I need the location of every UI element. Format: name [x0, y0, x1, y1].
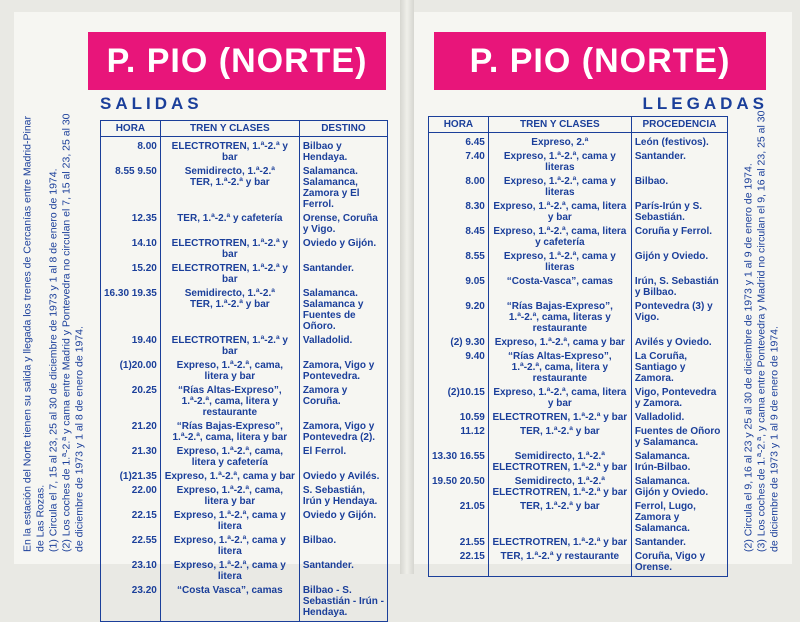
time-cell: 19.40	[101, 335, 161, 360]
train-cell: Semidirecto, 1.ª-2.ª ELECTROTREN, 1.ª-2.ª y bar	[488, 476, 631, 501]
place-cell: Santander.	[631, 537, 727, 551]
time-cell: 9.40	[429, 351, 489, 387]
table-row	[429, 387, 728, 412]
train-cell: Expreso, 1.ª-2.ª, cama y bar	[488, 337, 631, 351]
time-cell: 20.25	[101, 385, 161, 421]
table-row	[101, 335, 388, 360]
place-cell: Bilbao.	[299, 535, 387, 560]
place-cell: Oviedo y Gijón.	[299, 238, 387, 263]
table-row	[429, 412, 728, 426]
table-row	[101, 288, 388, 335]
table-row	[429, 276, 728, 301]
place-cell: El Ferrol.	[299, 446, 387, 471]
train-cell: “Rías Altas-Expreso”, 1.ª-2.ª, cama, litera y restaurante	[160, 385, 299, 421]
table-row	[101, 510, 388, 535]
place-cell: Zamora, Vigo y Pontevedra.	[299, 360, 387, 385]
table-row	[101, 213, 388, 238]
table-row	[101, 166, 388, 213]
departures-rows	[101, 137, 388, 622]
place-cell: Pontevedra (3) y Vigo.	[631, 301, 727, 337]
time-cell: 13.30 16.55	[429, 451, 489, 476]
time-cell: 8.55 9.50	[101, 166, 161, 213]
section-title-arrivals: LLEGADAS	[642, 94, 768, 113]
table-row	[429, 426, 728, 451]
place-cell: Santander.	[631, 151, 727, 176]
table-row	[429, 176, 728, 201]
train-cell: TER, 1.ª-2.ª y bar	[488, 501, 631, 537]
table-row	[429, 226, 728, 251]
table-row	[429, 551, 728, 577]
train-cell: ELECTROTREN, 1.ª-2.ª y bar	[160, 263, 299, 288]
place-cell: Ferrol, Lugo, Zamora y Salamanca.	[631, 501, 727, 537]
place-cell: Bilbao y Hendaya.	[299, 137, 387, 167]
time-cell: (2) 9.30	[429, 337, 489, 351]
footnotes	[732, 102, 792, 552]
page-arrivals	[414, 12, 792, 573]
table-row	[429, 451, 728, 476]
place-cell: Salamanca. Gijón y Oviedo.	[631, 476, 727, 501]
place-cell: Zamora, Vigo y Pontevedra (2).	[299, 421, 387, 446]
column-header-time: HORA	[101, 121, 161, 137]
time-cell: (2)10.15	[429, 387, 489, 412]
time-cell: 14.10	[101, 238, 161, 263]
table-row	[101, 485, 388, 510]
place-cell: Santander.	[299, 263, 387, 288]
time-cell: (1)21.35	[101, 471, 161, 485]
train-cell: Expreso, 1.ª-2.ª, cama, litera y bar	[488, 201, 631, 226]
place-cell: París-Irún y S. Sebastián.	[631, 201, 727, 226]
train-cell: Expreso, 1.ª-2.ª, cama y literas	[488, 251, 631, 276]
train-cell: Expreso, 1.ª-2.ª, cama y litera	[160, 560, 299, 585]
table-row	[101, 446, 388, 471]
place-cell: La Coruña, Santiago y Zamora.	[631, 351, 727, 387]
train-cell: Expreso, 1.ª-2.ª, cama y bar	[160, 471, 299, 485]
table-row	[101, 421, 388, 446]
table-row	[101, 471, 388, 485]
place-cell: Zamora y Coruña.	[299, 385, 387, 421]
place-cell: Coruña, Vigo y Orense.	[631, 551, 727, 577]
column-header-destination: DESTINO	[299, 121, 387, 137]
section-title-departures: SALIDAS	[100, 94, 203, 113]
table-row	[429, 301, 728, 337]
arrivals-rows	[429, 133, 728, 577]
time-cell: 10.59	[429, 412, 489, 426]
place-cell: Salamanca. Salamanca, Zamora y El Ferrol.	[299, 166, 387, 213]
table-row	[429, 351, 728, 387]
train-cell: Expreso, 1.ª-2.ª, cama y litera	[160, 510, 299, 535]
time-cell: 19.50 20.50	[429, 476, 489, 501]
train-cell: Expreso, 1.ª-2.ª, cama y literas	[488, 176, 631, 201]
train-cell: Expreso, 1.ª-2.ª, cama, litera y bar	[488, 387, 631, 412]
train-cell: “Costa Vasca”, camas	[160, 585, 299, 622]
arrivals-table	[428, 116, 728, 577]
place-cell: León (festivos).	[631, 133, 727, 152]
column-header-train: TREN Y CLASES	[488, 117, 631, 133]
train-cell: “Rías Bajas-Expreso”, 1.ª-2.ª, cama, litera y bar	[160, 421, 299, 446]
time-cell: 8.55	[429, 251, 489, 276]
table-row	[429, 251, 728, 276]
train-cell: Expreso, 1.ª-2.ª, cama, litera y cafetería	[488, 226, 631, 251]
table-row	[429, 476, 728, 501]
footnotes-text: En la estación del Norte tienen su salida y llegada los trenes de Cercanías entre Madrid-Pinar de Las Rozas. (1) Circula el 7, 15 al 23, 25 al 30 de diciembre de 1973 y 1 al 8 de enero de 1974. (2) Los coches de 1.ª-2.ª y cama entre Madrid y Pontevedra no circulan el 7, 15 al 23, 25 al 30 de diciembre de 1973 y 1 al 8 de enero de 1974.	[21, 113, 86, 552]
place-cell: Oviedo y Gijón.	[299, 510, 387, 535]
time-cell: 8.30	[429, 201, 489, 226]
place-cell: S. Sebastián, Irún y Hendaya.	[299, 485, 387, 510]
place-cell: Avilés y Oviedo.	[631, 337, 727, 351]
place-cell: Gijón y Oviedo.	[631, 251, 727, 276]
footnotes	[14, 102, 94, 552]
train-cell: TER, 1.ª-2.ª y cafetería	[160, 213, 299, 238]
time-cell: 9.05	[429, 276, 489, 301]
train-cell: TER, 1.ª-2.ª y bar	[488, 426, 631, 451]
train-cell: Expreso, 2.ª	[488, 133, 631, 152]
train-cell: Semidirecto, 1.ª-2.ª TER, 1.ª-2.ª y bar	[160, 288, 299, 335]
time-cell: 21.20	[101, 421, 161, 446]
time-cell: 15.20	[101, 263, 161, 288]
place-cell: Bilbao - S. Sebastián - Irún - Hendaya.	[299, 585, 387, 622]
train-cell: “Rías Bajas-Expreso”, 1.ª-2.ª, cama, literas y restaurante	[488, 301, 631, 337]
station-banner: P. PIO (NORTE)	[434, 32, 766, 90]
table-row	[429, 151, 728, 176]
time-cell: 9.20	[429, 301, 489, 337]
place-cell: Oviedo y Avilés.	[299, 471, 387, 485]
time-cell: 16.30 19.35	[101, 288, 161, 335]
place-cell: Vigo, Pontevedra y Zamora.	[631, 387, 727, 412]
time-cell: 23.20	[101, 585, 161, 622]
place-cell: Orense, Coruña y Vigo.	[299, 213, 387, 238]
place-cell: Bilbao.	[631, 176, 727, 201]
column-header-time: HORA	[429, 117, 489, 133]
train-cell: “Rías Altas-Expreso”, 1.ª-2.ª, cama, litera y restaurante	[488, 351, 631, 387]
train-cell: Semidirecto, 1.ª-2.ª TER, 1.ª-2.ª y bar	[160, 166, 299, 213]
place-cell: Irún, S. Sebastián y Bilbao.	[631, 276, 727, 301]
time-cell: 7.40	[429, 151, 489, 176]
table-row	[101, 385, 388, 421]
place-cell: Fuentes de Oñoro y Salamanca.	[631, 426, 727, 451]
time-cell: 11.12	[429, 426, 489, 451]
train-cell: ELECTROTREN, 1.ª-2.ª y bar	[160, 335, 299, 360]
table-row	[101, 137, 388, 167]
station-banner: P. PIO (NORTE)	[88, 32, 386, 90]
place-cell: Valladolid.	[631, 412, 727, 426]
table-row	[101, 560, 388, 585]
train-cell: Expreso, 1.ª-2.ª, cama y litera	[160, 535, 299, 560]
place-cell: Salamanca. Salamanca y Fuentes de Oñoro.	[299, 288, 387, 335]
time-cell: 8.00	[429, 176, 489, 201]
train-cell: Expreso, 1.ª-2.ª, cama y literas	[488, 151, 631, 176]
time-cell: 22.55	[101, 535, 161, 560]
time-cell: 21.55	[429, 537, 489, 551]
train-cell: “Costa-Vasca”, camas	[488, 276, 631, 301]
time-cell: 22.15	[429, 551, 489, 577]
time-cell: 21.30	[101, 446, 161, 471]
train-cell: Expreso, 1.ª-2.ª, cama, litera y bar	[160, 485, 299, 510]
train-cell: ELECTROTREN, 1.ª-2.ª y bar	[488, 412, 631, 426]
booklet-crease	[400, 0, 414, 574]
footnotes-text: (2) Circula el 9, 16 al 23 y 25 al 30 de diciembre de 1973 y 1 al 9 de enero de 1974. (3) Los coches de 1.ª-2.ª, y cama entre Pontevedra y Madrid no circulan el 9, 16 al 23, 25 al 30 de diciembre de 1973 y 1 al 9 de enero de 1974.	[742, 110, 781, 552]
table-row	[429, 133, 728, 152]
train-cell: Expreso, 1.ª-2.ª, cama, litera y cafetería	[160, 446, 299, 471]
page-departures	[14, 12, 400, 618]
time-cell: 8.45	[429, 226, 489, 251]
train-cell: ELECTROTREN, 1.ª-2.ª y bar	[160, 137, 299, 167]
train-cell: Semidirecto, 1.ª-2.ª ELECTROTREN, 1.ª-2.ª y bar	[488, 451, 631, 476]
time-cell: 12.35	[101, 213, 161, 238]
table-row	[429, 537, 728, 551]
table-row	[429, 201, 728, 226]
place-cell: Salamanca. Irún-Bilbao.	[631, 451, 727, 476]
time-cell: 21.05	[429, 501, 489, 537]
time-cell: 6.45	[429, 133, 489, 152]
column-header-train: TREN Y CLASES	[160, 121, 299, 137]
train-cell: ELECTROTREN, 1.ª-2.ª y bar	[160, 238, 299, 263]
train-cell: TER, 1.ª-2.ª y restaurante	[488, 551, 631, 577]
time-cell: 23.10	[101, 560, 161, 585]
time-cell: 22.15	[101, 510, 161, 535]
table-row	[429, 501, 728, 537]
place-cell: Santander.	[299, 560, 387, 585]
table-row	[429, 337, 728, 351]
train-cell: Expreso, 1.ª-2.ª, cama, litera y bar	[160, 360, 299, 385]
train-cell: ELECTROTREN, 1.ª-2.ª y bar	[488, 537, 631, 551]
table-row	[101, 238, 388, 263]
table-row	[101, 535, 388, 560]
place-cell: Coruña y Ferrol.	[631, 226, 727, 251]
departures-table	[100, 120, 388, 622]
table-row	[101, 263, 388, 288]
time-cell: 22.00	[101, 485, 161, 510]
table-row	[101, 585, 388, 622]
table-row	[101, 360, 388, 385]
time-cell: (1)20.00	[101, 360, 161, 385]
time-cell: 8.00	[101, 137, 161, 167]
column-header-origin: PROCEDENCIA	[631, 117, 727, 133]
place-cell: Valladolid.	[299, 335, 387, 360]
